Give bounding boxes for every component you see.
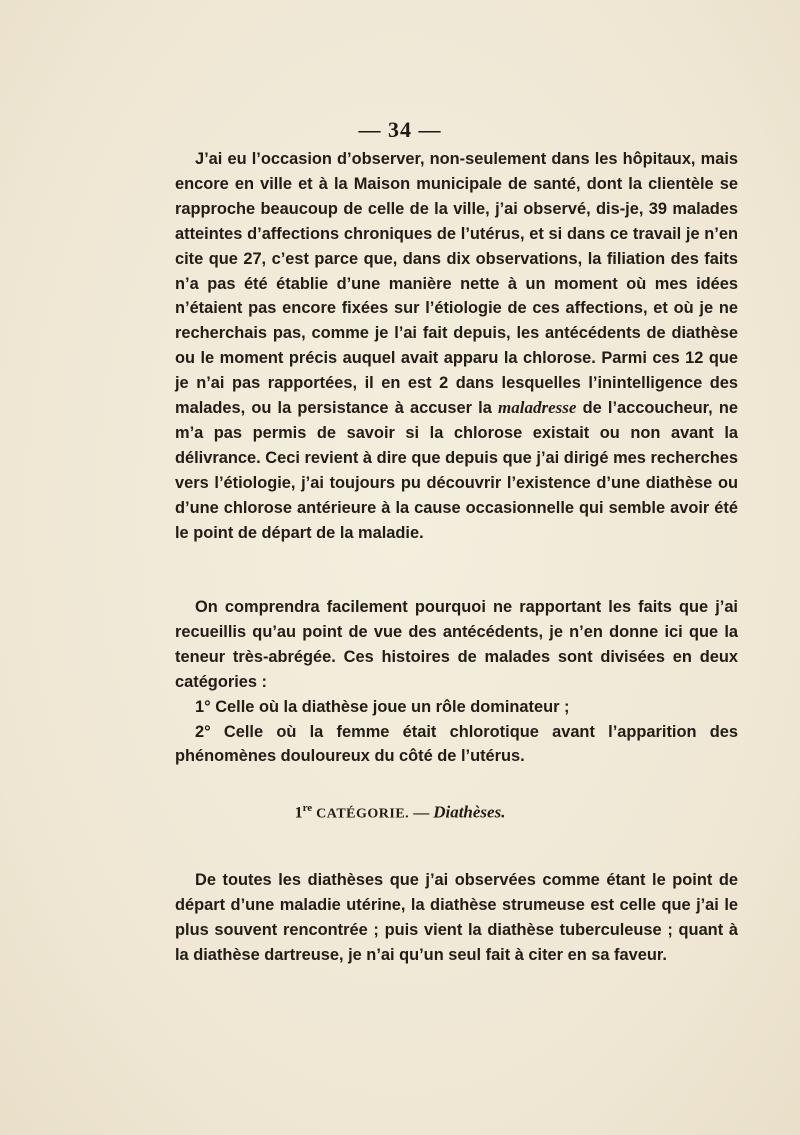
page-number: — 34 —	[358, 117, 442, 142]
list-item-2: 2° Celle où la femme était chlorotique avant l’apparition des phénomènes douloureux du côté de l’utérus.	[175, 722, 738, 766]
heading-number: 1	[294, 804, 303, 822]
paragraph-3: De toutes les diathèses que j’ai observées comme étant le point de départ d’une maladie utérine, la diathèse strumeuse est celle que j’ai le plus souvent rencontrée ; puis vient la diathèse tuberculeuse ; quant à la diathèse dartreuse, je n’ai qu’un seul fait à citer en sa faveur.	[175, 871, 738, 964]
list-item-1: 1° Celle où la diathèse joue un rôle dominateur ;	[195, 697, 570, 716]
heading-superscript: re	[302, 802, 313, 814]
paragraph-2: On comprendra facilement pourquoi ne rapportant les faits que j’ai recueillis qu’au point de vue des antécédents, je n’en donne ici que la teneur très-abrégée. Ces histoires de malades sont divisées en deux catégories :	[175, 598, 738, 691]
paragraph-1-text	[175, 147, 738, 546]
heading-title: Diathèses.	[433, 802, 506, 822]
paragraph-3-block	[175, 868, 738, 968]
paragraph-1	[175, 147, 738, 546]
paragraph-1-after: de l’accoucheur, ne m’a pas permis de savoir si la chlorose existait ou non avant la délivrance. Ceci revient à dire que depuis que j’ai dirigé mes recherches vers l’étiologie, j’ai toujours pu découvrir l’existence d’une diathèse ou d’une chlorose antérieure à la cause occasionnelle qui semble avoir été le point de départ de la maladie.	[175, 399, 738, 542]
heading-category: CATÉGORIE.	[316, 806, 410, 822]
heading-dash: —	[409, 804, 434, 822]
paragraph-1-before: J’ai eu l’occasion d’observer, non-seulement dans les hôpitaux, mais encore en ville et à la Maison municipale de santé, dont la clientèle se rapproche beaucoup de celle de la ville, j’ai observé, dis-je, 39 malades atteintes d’affections chroniques de l’utérus, et si dans ce travail je n’en cite que 27, c’est parce que, dans dix observations, la filiation des faits n’a pas été établie d’une manière nette à un moment où mes idées n’étaient pas encore fixées sur l’étiologie de ces affections, et où je ne recherchais pas, comme je l’ai fait depuis, les antécédents de diathèse ou le moment précis auquel avait apparu la chlorose. Parmi ces 12 que je n’ai pas rapportées, il en est 2 dans lesquelles l’inintelligence des malades, ou la persistance à accuser la	[175, 150, 738, 418]
paragraph-2-block	[175, 595, 738, 769]
section-heading	[0, 802, 800, 822]
emphasis-maladresse: maladresse	[498, 398, 577, 418]
